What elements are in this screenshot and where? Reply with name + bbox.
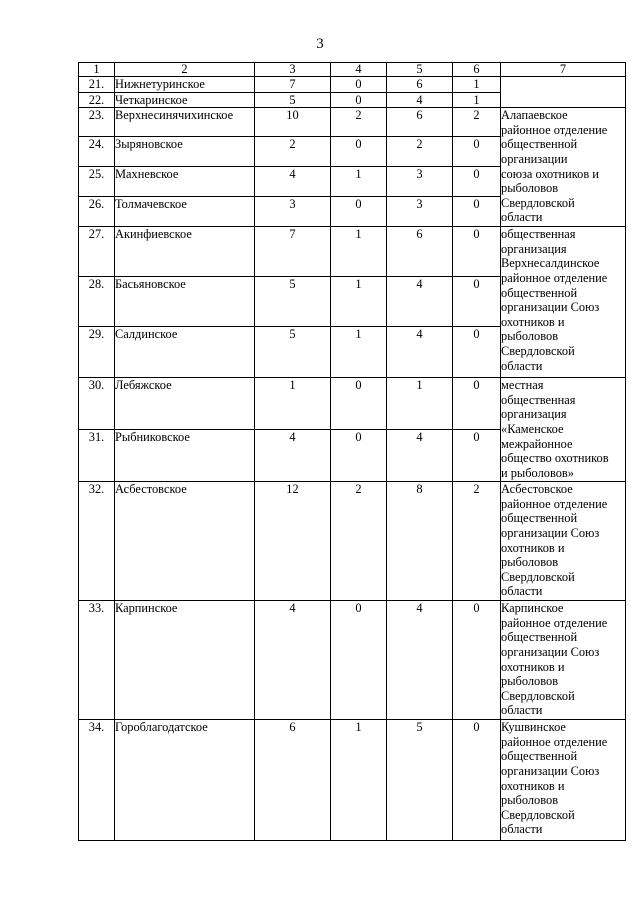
district-name: Асбестовское <box>115 482 255 601</box>
cell-value: 0 <box>331 77 387 93</box>
cell-value: 0 <box>453 197 501 227</box>
cell-value: 6 <box>255 720 331 841</box>
cell-value: 1 <box>255 378 331 430</box>
cell-value: 1 <box>387 378 453 430</box>
cell-value: 0 <box>453 277 501 327</box>
org-line: организации <box>501 151 568 166</box>
cell-value: 10 <box>255 108 331 137</box>
org-line: охотников и <box>501 314 565 329</box>
org-line: районное отделение <box>501 496 608 511</box>
org-line: районное отделение <box>501 122 608 137</box>
org-line: охотников и <box>501 540 565 555</box>
org-line: общественной <box>501 511 578 526</box>
district-name: Гороблагодатское <box>115 720 255 841</box>
org-line: организации Союз <box>501 763 600 778</box>
header-cell: 7 <box>501 63 626 77</box>
org-line: организации Союз <box>501 300 600 315</box>
org-line: Свердловской <box>501 569 575 584</box>
cell-value: 2 <box>387 137 453 167</box>
org-line: Свердловской <box>501 343 575 358</box>
row-number: 32. <box>79 482 115 601</box>
row-number: 30. <box>79 378 115 430</box>
district-name: Махневское <box>115 167 255 197</box>
cell-value: 4 <box>387 601 453 720</box>
org-line: рыболовов <box>501 555 559 570</box>
row-number: 23. <box>79 108 115 137</box>
row-number: 29. <box>79 327 115 378</box>
district-name: Карпинское <box>115 601 255 720</box>
cell-value: 6 <box>387 77 453 93</box>
header-cell: 3 <box>255 63 331 77</box>
org-line: Асбестовское <box>501 482 573 497</box>
org-line: области <box>501 358 543 373</box>
org-line: организации Союз <box>501 525 600 540</box>
org-line: Свердловской <box>501 807 575 822</box>
table-row <box>79 378 626 430</box>
cell-value: 0 <box>453 227 501 277</box>
row-number: 28. <box>79 277 115 327</box>
cell-value: 4 <box>387 277 453 327</box>
cell-value: 0 <box>453 430 501 482</box>
org-line: рыболовов <box>501 674 559 689</box>
cell-value: 5 <box>387 720 453 841</box>
cell-value: 2 <box>331 482 387 601</box>
org-line: организации Союз <box>501 644 600 659</box>
district-name: Лебяжское <box>115 378 255 430</box>
district-name: Зыряновское <box>115 137 255 167</box>
row-number: 26. <box>79 197 115 227</box>
org-line: охотников и <box>501 778 565 793</box>
row-number: 24. <box>79 137 115 167</box>
cell-value: 4 <box>387 430 453 482</box>
org-line: Верхнесалдинское <box>501 256 600 271</box>
cell-value: 0 <box>331 430 387 482</box>
org-line: Свердловской <box>501 195 575 210</box>
cell-value: 0 <box>453 137 501 167</box>
district-name: Нижнетуринское <box>115 77 255 93</box>
cell-value: 0 <box>453 378 501 430</box>
cell-value: 1 <box>453 92 501 108</box>
cell-value: 4 <box>255 601 331 720</box>
org-kamensk <box>501 378 626 482</box>
cell-value: 3 <box>255 197 331 227</box>
org-line: Кушвинское <box>501 720 566 735</box>
org-cell-empty <box>501 77 626 108</box>
org-line: Свердловской <box>501 688 575 703</box>
cell-value: 1 <box>331 227 387 277</box>
org-line: области <box>501 210 543 225</box>
org-line: общественной <box>501 285 578 300</box>
table-row <box>79 108 626 137</box>
cell-value: 7 <box>255 227 331 277</box>
cell-value: 2 <box>453 108 501 137</box>
cell-value: 0 <box>331 197 387 227</box>
cell-value: 0 <box>453 720 501 841</box>
cell-value: 0 <box>331 137 387 167</box>
table-row <box>79 482 626 601</box>
org-line: области <box>501 584 543 599</box>
cell-value: 0 <box>453 327 501 378</box>
cell-value: 5 <box>255 327 331 378</box>
org-line: общество охотников <box>501 451 609 466</box>
district-name: Толмачевское <box>115 197 255 227</box>
table-row <box>79 227 626 277</box>
org-alapaevsk <box>501 108 626 227</box>
cell-value: 4 <box>387 327 453 378</box>
cell-value: 3 <box>387 197 453 227</box>
org-line: общественной <box>501 137 578 152</box>
cell-value: 0 <box>453 167 501 197</box>
org-line: общественная <box>501 227 576 242</box>
cell-value: 7 <box>255 77 331 93</box>
org-line: рыболовов <box>501 329 559 344</box>
header-row <box>79 63 626 77</box>
cell-value: 1 <box>331 167 387 197</box>
org-line: Карпинское <box>501 601 564 616</box>
cell-value: 2 <box>453 482 501 601</box>
cell-value: 0 <box>331 92 387 108</box>
cell-value: 6 <box>387 108 453 137</box>
district-name: Басьяновское <box>115 277 255 327</box>
org-line: охотников и <box>501 659 565 674</box>
table-row <box>79 601 626 720</box>
cell-value: 5 <box>255 92 331 108</box>
header-cell: 4 <box>331 63 387 77</box>
cell-value: 4 <box>255 167 331 197</box>
org-line: «Каменское <box>501 421 564 436</box>
cell-value: 2 <box>255 137 331 167</box>
row-number: 25. <box>79 167 115 197</box>
cell-value: 0 <box>331 378 387 430</box>
row-number: 27. <box>79 227 115 277</box>
org-line: межрайонное <box>501 436 573 451</box>
header-cell: 2 <box>115 63 255 77</box>
district-name: Верхнесинячихинское <box>115 108 255 137</box>
org-line: общественной <box>501 749 578 764</box>
org-line: районное отделение <box>501 270 608 285</box>
org-line: районное отделение <box>501 615 608 630</box>
cell-value: 0 <box>331 601 387 720</box>
cell-value: 5 <box>255 277 331 327</box>
org-line: области <box>501 703 543 718</box>
cell-value: 1 <box>331 720 387 841</box>
cell-value: 4 <box>387 92 453 108</box>
cell-value: 1 <box>331 277 387 327</box>
org-line: и рыболовов» <box>501 465 574 480</box>
cell-value: 0 <box>453 601 501 720</box>
district-name: Рыбниковское <box>115 430 255 482</box>
org-line: местная <box>501 378 544 393</box>
cell-value: 12 <box>255 482 331 601</box>
table-row <box>79 77 626 93</box>
header-cell: 5 <box>387 63 453 77</box>
org-line: области <box>501 822 543 837</box>
cell-value: 6 <box>387 227 453 277</box>
org-karpinsk <box>501 601 626 720</box>
org-line: организация <box>501 407 567 422</box>
cell-value: 2 <box>331 108 387 137</box>
district-name: Акинфиевское <box>115 227 255 277</box>
cell-value: 3 <box>387 167 453 197</box>
cell-value: 1 <box>331 327 387 378</box>
org-kushva <box>501 720 626 841</box>
page-number: 3 <box>316 36 324 52</box>
cell-value: 1 <box>453 77 501 93</box>
org-line: Алапаевское <box>501 108 568 123</box>
org-verkhnesaldinsk <box>501 227 626 378</box>
row-number: 34. <box>79 720 115 841</box>
header-cell: 6 <box>453 63 501 77</box>
cell-value: 8 <box>387 482 453 601</box>
row-number: 22. <box>79 92 115 108</box>
table-row <box>79 720 626 841</box>
cell-value: 4 <box>255 430 331 482</box>
org-line: общественной <box>501 630 578 645</box>
row-number: 21. <box>79 77 115 93</box>
row-number: 31. <box>79 430 115 482</box>
org-line: общественная <box>501 392 576 407</box>
org-line: районное отделение <box>501 734 608 749</box>
org-line: рыболовов <box>501 181 559 196</box>
district-name: Четкаринское <box>115 92 255 108</box>
org-asbest <box>501 482 626 601</box>
org-line: организация <box>501 241 567 256</box>
org-line: союза охотников и <box>501 166 599 181</box>
row-number: 33. <box>79 601 115 720</box>
district-name: Салдинское <box>115 327 255 378</box>
org-line: рыболовов <box>501 793 559 808</box>
header-cell: 1 <box>79 63 115 77</box>
data-table <box>78 62 626 841</box>
